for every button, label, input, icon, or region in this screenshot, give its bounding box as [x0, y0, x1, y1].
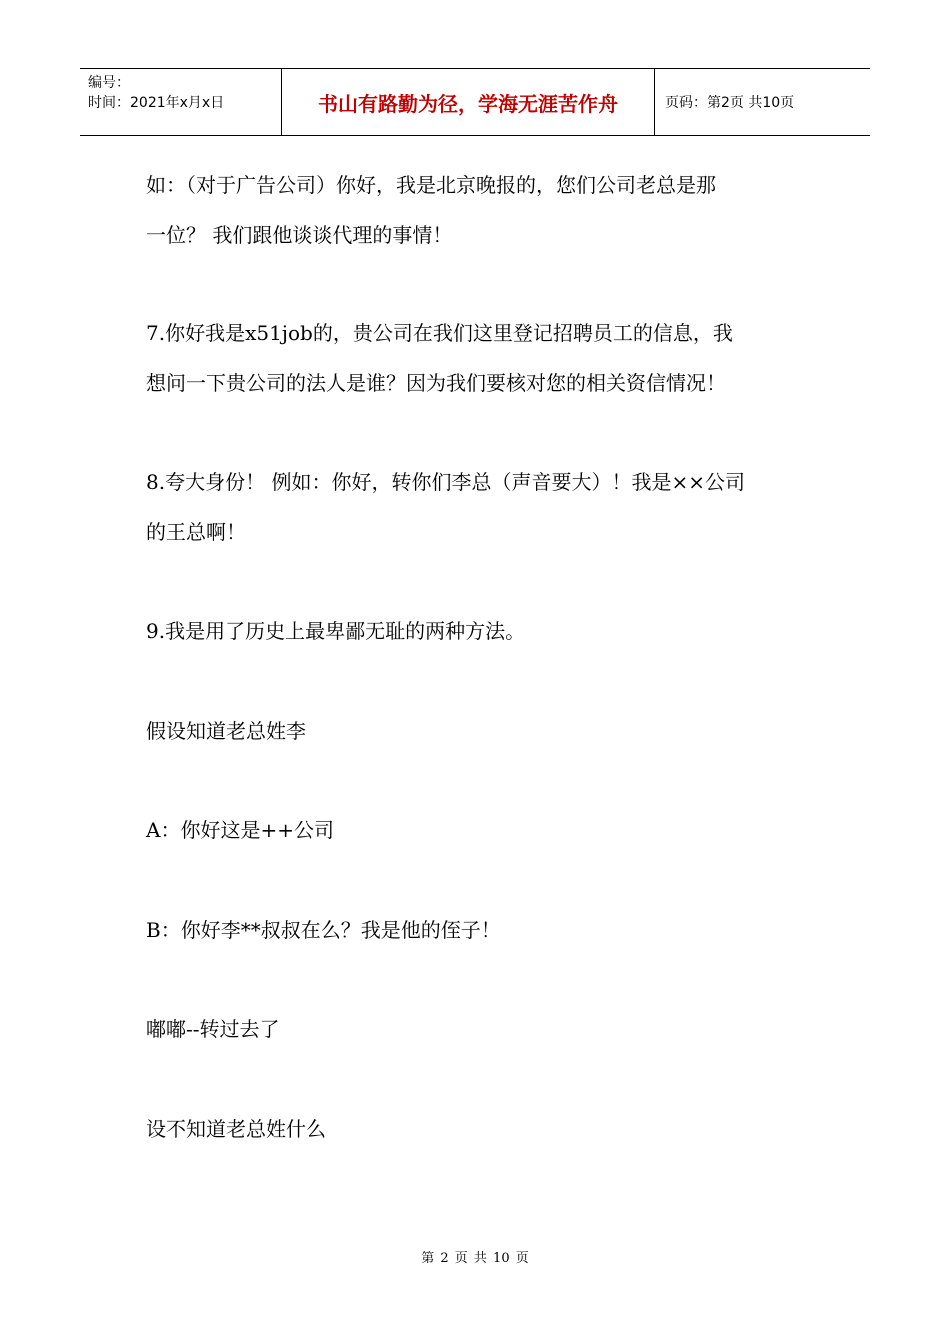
header-meta-cell [80, 69, 282, 135]
paragraph-line: 假设知道老总姓李 [146, 719, 306, 743]
paragraph-line: 7.你好我是x51job的，贵公司在我们这里登记招聘员工的信息，我 [146, 321, 733, 345]
paragraph-line: 嘟嘟--转过去了 [146, 1017, 280, 1041]
paragraph-line: 想问一下贵公司的法人是谁？因为我们要核对您的相关资信情况！ [146, 371, 726, 395]
page-footer: 第 2 页 共 10 页 [421, 1251, 529, 1266]
paragraph-line: B：你好李**叔叔在么？我是他的侄子！ [146, 918, 501, 942]
paragraph-line: A：你好这是++公司 [146, 818, 334, 842]
header-motto: 书山有路勤为径，学海无涯苦作舟 [282, 69, 655, 135]
header-page-info: 页码：第2页 共10页 [665, 95, 795, 111]
paragraph-line: 设不知道老总姓什么 [146, 1117, 326, 1141]
paragraph-line: 的王总啊！ [146, 520, 246, 544]
paragraph-line: 8.夸大身份！ 例如：你好，转你们李总（声音要大）！我是××公司 [146, 470, 745, 494]
paragraph-line: 一位？ 我们跟他谈谈代理的事情！ [146, 223, 453, 247]
document-header [80, 68, 870, 136]
paragraph-line: 如：（对于广告公司）你好，我是北京晚报的，您们公司老总是那 [146, 173, 716, 197]
paragraph-line: 9.我是用了历史上最卑鄙无耻的两种方法。 [146, 619, 526, 643]
header-number-label: 编号： [88, 75, 130, 91]
header-time-label: 时间：2021年x月x日 [88, 95, 225, 111]
